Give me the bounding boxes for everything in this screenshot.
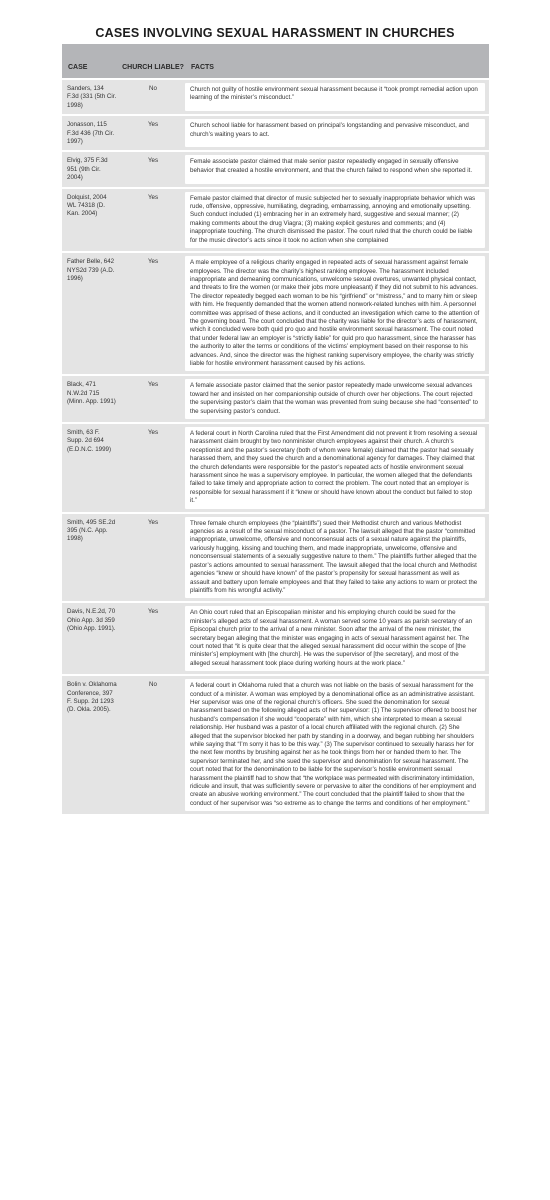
case-cell: Smith, 63 F. Supp. 2d 694 (E.D.N.C. 1999) <box>67 429 112 453</box>
liable-cell: Yes <box>147 258 159 266</box>
case-cell: Black, 471 N.W.2d 715 (Minn. App. 1991) <box>67 381 116 406</box>
facts-cell: Church not guilty of hostile environment sexual harassment because it “took prompt remedial action upon learning of the minister’s misconduct.” <box>185 83 485 111</box>
liable-cell: Yes <box>147 429 159 436</box>
case-cell: Bolin v. Oklahoma Conference, 397 F. Supp. 2d 1293 (D. Okla. 2005). <box>67 681 117 714</box>
case-cell: Elvig, 375 F.3d 951 (9th Cir. 2004) <box>67 157 108 182</box>
case-cell: Jonasson, 115 F.3d 436 (7th Cir. 1997) <box>67 121 115 146</box>
table-row <box>62 514 489 604</box>
case-cell: Smith, 495 SE.2d 395 (N.C. App. 1998) <box>67 518 116 543</box>
header-church-liable: CHURCH LIABLE? <box>122 64 184 71</box>
case-cell: Davis, N.E.2d, 70 Ohio App. 3d 359 (Ohio App. 1991). <box>67 608 116 633</box>
case-cell: Dolquist, 2004 WL 74318 (D. Kan. 2004) <box>67 193 107 218</box>
liable-cell: No <box>149 85 157 92</box>
facts-cell: A female associate pastor claimed that the senior pastor repeatedly made unwelcome sexual advances toward her and insisted on her companionship outside of church over her objections. The court rejected the supervising pastor’s claim that the woman was prevented from suing because she had “consented” to the supervising pastor’s conduct. <box>185 379 485 419</box>
facts-cell: Female pastor claimed that director of music subjected her to sexually inappropriate behavior which was rude, offensive, oppressive, humiliating, degrading, embarrassing, annoying and emotionally upsetting. Such conduct included (1) embracing her in an extremely hard, suggestive and sexual manner; (2) making comments about the drug Viagra; (3) making explicit gestures and comments; and (4) inappropriate touching. The church dismissed the pastor. The court ruled that the church could be liable for the music director’s acts since it took no action when she complained <box>185 192 485 248</box>
facts-cell: Female associate pastor claimed that male senior pastor repeatedly engaged in sexually offensive behavior that created a hostile environment, and that the church failed to respond when she reported it. <box>185 155 485 183</box>
table-row <box>62 603 489 676</box>
facts-cell: An Ohio court ruled that an Episcopalian minister and his employing church could be sued for the minister’s alleged acts of sexual harassment. A woman served some 10 years as parish secretary of an Episcopal church prior to the arrival of a new minister. Soon after the arrival of the new minister, the secretary began alleging that the minister was engaging in acts of sexual harassment against her. The court noted that “it is quite clear that the alleged sexual harassment did occur within the scope of [the minister’s] employment with [the church]. He was the supervisor of [the secretary], and most of the alleged sexual harassment took place during working hours at the work place.” <box>185 606 485 671</box>
table-header <box>62 44 489 80</box>
facts-cell: Three female church employees (the “plaintiffs”) sued their Methodist church and various Methodist agencies as a result of the sexual misconduct of a pastor. The lawsuit alleged that the pastor “committed inappropriate, unwelcome, offensive and nonconsensual acts of a sexual nature against the plaintiffs, variously hugging, kissing and touching them, and made inappropriate, unwelcome, offensive and nonconsensual statements of a sexually suggestive nature to them.” The plaintiffs further alleged that the pastor’s actions amounted to sexual harassment. The lawsuit alleged that the local church and Methodist agencies “knew or should have known” of the pastor’s propensity for sexual harassment as well as assault and battery upon female employees and that they failed to take any actions to warn or protect the plaintiffs from his wrongful activity.” <box>185 517 485 599</box>
table-row <box>62 676 489 816</box>
liable-cell: Yes <box>147 121 159 129</box>
liable-cell: Yes <box>147 157 159 165</box>
liable-cell: Yes <box>147 381 159 389</box>
liable-cell: Yes <box>147 608 159 616</box>
liable-cell: No <box>149 681 157 689</box>
facts-cell: A federal court in Oklahoma ruled that a church was not liable on the basis of sexual harassment for the conduct of a minister. A woman was employed by a denominational office as an administrative assistant. Her supervisor was one of the regional church’s officers. She sued the denomination for sexual harassment based on the following alleged acts of her supervisor: (1) The supervisor offered to boost her husband’s compensation if she would “cooperate” with him, which she interpreted to mean a sexual relationship. Her husband was a pastor of a local church affiliated with the regional church. (2) She alleged that the supervisor blocked her path by standing in a doorway, and began rubbing her shoulders while saying that “I’m sorry it has to be this way.” (3) The supervisor continued to sexually harass her for the next few months by brushing against her as he took things from her or handed them to her. The supervisor terminated her, and she sued the supervisor and denomination for sexual harassment. The court noted that for the denomination to be liable for the supervisor’s hostile environment sexual harassment the plaintiff had to show that “the workplace was permeated with discriminatory intimidation, ridicule and insult, that was sufficiently severe or pervasive to alter the conditions of her employment and create an abusive working environment.” The court concluded that the plaintiff failed to show that the conduct of her supervisor was “so extreme as to change the terms and conditions of her employment.” <box>185 679 485 811</box>
header-facts: FACTS <box>191 64 214 71</box>
header-case: CASE <box>68 64 88 71</box>
facts-cell: Church school liable for harassment based on principal’s longstanding and pervasive misconduct, and church’s waiting years to act. <box>185 119 485 147</box>
liable-cell: Yes <box>147 518 159 526</box>
facts-cell: A federal court in North Carolina ruled that the First Amendment did not prevent it from resolving a sexual harassment claim brought by two nonminister church employees against their church. A church’s receptionist and the pastor’s secretary (both of whom were female) claimed that the pastor had sexually harassed them, and they sued the church and a denominational agency for damages. They claimed that the church defendants were responsible for the pastor’s repeated acts of hostile environment sexual harassment since he was a supervisory employee. In particular, the women alleged that the defendants failed to take timely and appropriate action to correct the problem. The court noted that an employer is responsible for sexual harassment if it “knew or should have known about the conduct but failed to stop it.” <box>185 427 485 509</box>
cases-table <box>62 44 489 816</box>
facts-cell: A male employee of a religious charity engaged in repeated acts of sexual harassment against female employees. The director was the charity’s highest ranking employee. The harassment included inappropriate and demeaning communications, unwelcome sexual overtures, unwanted physical contact, and threats to fire the women (or make their jobs more unpleasant) if they did not submit to his advances. The director repeatedly begged each woman to be his “girlfriend” or “mistress,” and to marry him or sleep with him. He frequently demanded that the women attend nonwork-related lunches with him. A personnel committee was apprised of these actions, and it conducted an investigation which came to the attention of the governing board. The court concluded that the charity was liable for the director’s acts of harassment, which it concluded were both quid pro quo and hostile environment sexual harassment. The court noted that under federal law an employer is “strictly liable” for quid pro quo harassment, since the harasser has the authority to alter the terms or conditions of the victims’ employment based on their response to his advances. And, since the director was the highest ranking supervisory employee, the charity was strictly liable for hostile environment harassment caused by his actions. <box>185 256 485 371</box>
table-row <box>62 80 489 116</box>
liable-cell: Yes <box>147 193 159 201</box>
table-row <box>62 424 489 514</box>
table-row <box>62 253 489 376</box>
table-row <box>62 376 489 424</box>
case-cell: Sanders, 134 F.3d (331 (5th Cir. 1998) <box>67 85 117 109</box>
table-row <box>62 189 489 253</box>
table-row <box>62 116 489 152</box>
page-title: CASES INVOLVING SEXUAL HARASSMENT IN CHURCHES <box>95 26 455 40</box>
case-cell: Father Belle, 642 NYS2d 739 (A.D. 1996) <box>67 258 115 282</box>
table-row <box>62 152 489 188</box>
